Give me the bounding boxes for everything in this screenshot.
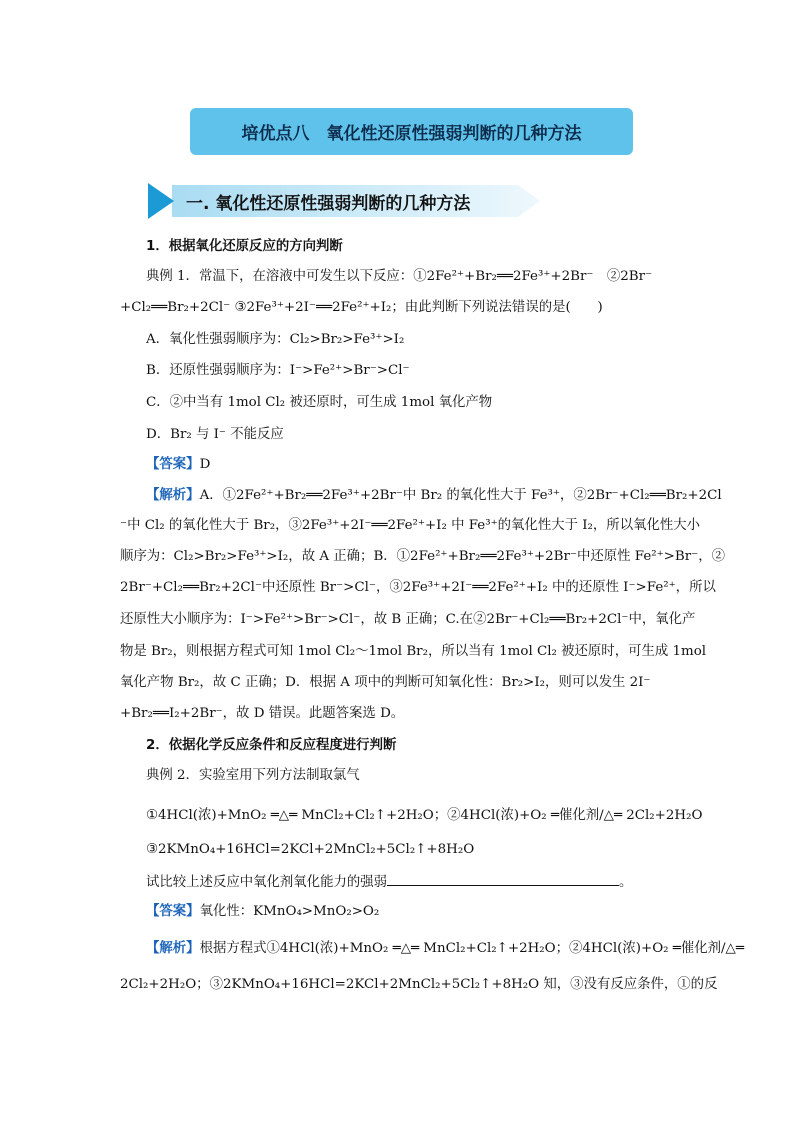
- analysis-2-line-2: 2Cl₂+2H₂O；③2KMnO₄+16HCl=2KCl+2MnCl₂+5Cl₂↑+8H₂O 知，③没有反应条件，①的反: [120, 977, 718, 992]
- example-1-text-cont: +Cl₂══Br₂+2Cl⁻ ③2Fe³⁺+2I⁻══2Fe²⁺+I₂；由此判断下列说法错误的是( ): [120, 300, 603, 315]
- label-tag: 【解析】: [146, 488, 200, 503]
- question-2: [146, 871, 676, 893]
- equation-3: ③2KMnO₄+16HCl=2KCl+2MnCl₂+5Cl₂↑+8H₂O: [146, 842, 475, 857]
- answer-2: [146, 902, 676, 922]
- example-1-text: 典例 1．常温下，在溶液中可发生以下反应：①2Fe²⁺+Br₂══2Fe³⁺+2Br⁻ ②2Br⁻: [146, 269, 653, 284]
- option-d: D．Br₂ 与 I⁻ 不能反应: [146, 427, 284, 442]
- label-body: 氧化性：KMnO₄>MnO₂>O₂: [199, 904, 380, 919]
- label-body: 根据方程式①4HCl(浓)+MnO₂ ═△═ MnCl₂+Cl₂↑+2H₂O；②4HCl(浓)+O₂ ═催化剂/△═: [199, 941, 744, 956]
- heading-method-1: 1．根据氧化还原反应的方向判断: [146, 239, 343, 254]
- answer-1: [146, 455, 676, 475]
- question-2-text: 试比较上述反应中氧化剂氧化能力的强弱: [146, 875, 388, 890]
- analysis-1-line-2: ⁻中 Cl₂ 的氧化性大于 Br₂，③2Fe³⁺+2I⁻══2Fe²⁺+I₂ 中 Fe³⁺的氧化性大于 I₂，所以氧化性大小: [120, 518, 701, 533]
- example-2-text: 典例 2．实验室用下列方法制取氯气: [146, 768, 360, 783]
- label-tag: 【答案】: [146, 457, 200, 472]
- analysis-1-line-4: 2Br⁻+Cl₂══Br₂+2Cl⁻中还原性 Br⁻>Cl⁻，③2Fe³⁺+2I⁻══2Fe²⁺+I₂ 中的还原性 I⁻>Fe²⁺，所以: [120, 580, 716, 595]
- answer-blank: [387, 871, 619, 886]
- label-tag: 【答案】: [146, 904, 200, 919]
- label-body: A．①2Fe²⁺+Br₂══2Fe³⁺+2Br⁻中 Br₂ 的氧化性大于 Fe³⁺，②2Br⁻+Cl₂══Br₂+2Cl: [199, 488, 722, 503]
- question-2-end: 。: [619, 875, 633, 890]
- heading-method-2: 2．依据化学反应条件和反应程度进行判断: [146, 738, 397, 753]
- analysis-2-line-1: [146, 939, 744, 959]
- label-body: D: [199, 457, 211, 472]
- option-c: C．②中当有 1mol Cl₂ 被还原时，可生成 1mol 氧化产物: [146, 395, 493, 410]
- analysis-1-line-6: 物是 Br₂，则根据方程式可知 1mol Cl₂～1mol Br₂，所以当有 1mol Cl₂ 被还原时，可生成 1mol: [120, 644, 707, 659]
- analysis-1-line-5: 还原性大小顺序为：I⁻>Fe²⁺>Br⁻>Cl⁻，故 B 正确；C.在②2Br⁻+Cl₂══Br₂+2Cl⁻中，氧化产: [120, 612, 696, 627]
- label-tag: 【解析】: [146, 941, 200, 956]
- section-banner: [148, 183, 543, 219]
- equation-1-2: ①4HCl(浓)+MnO₂ ═△═ MnCl₂+Cl₂↑+2H₂O；②4HCl(浓)+O₂ ═催化剂/△═ 2Cl₂+2H₂O: [146, 808, 703, 823]
- arrow-icon: [148, 183, 174, 219]
- page-title: 培优点八 氧化性还原性强弱判断的几种方法: [190, 108, 633, 155]
- option-a: A．氧化性强弱顺序为：Cl₂>Br₂>Fe³⁺>I₂: [146, 332, 405, 347]
- option-b: B．还原性强弱顺序为：I⁻>Fe²⁺>Br⁻>Cl⁻: [146, 363, 410, 378]
- analysis-1-line-1: [146, 486, 722, 506]
- analysis-1-line-8: +Br₂══I₂+2Br⁻，故 D 错误。此题答案选 D。: [120, 706, 405, 721]
- section-heading: 一. 氧化性还原性强弱判断的几种方法: [186, 194, 471, 214]
- analysis-1-line-3: 顺序为：Cl₂>Br₂>Fe³⁺>I₂，故 A 正确；B．①2Fe²⁺+Br₂══2Fe³⁺+2Br⁻中还原性 Fe²⁺>Br⁻，②: [120, 549, 725, 564]
- answer-2-text: [146, 904, 379, 919]
- analysis-1-line-7: 氧化产物 Br₂，故 C 正确；D．根据 A 项中的判断可知氧化性：Br₂>I₂，则可以发生 2I⁻: [120, 675, 651, 690]
